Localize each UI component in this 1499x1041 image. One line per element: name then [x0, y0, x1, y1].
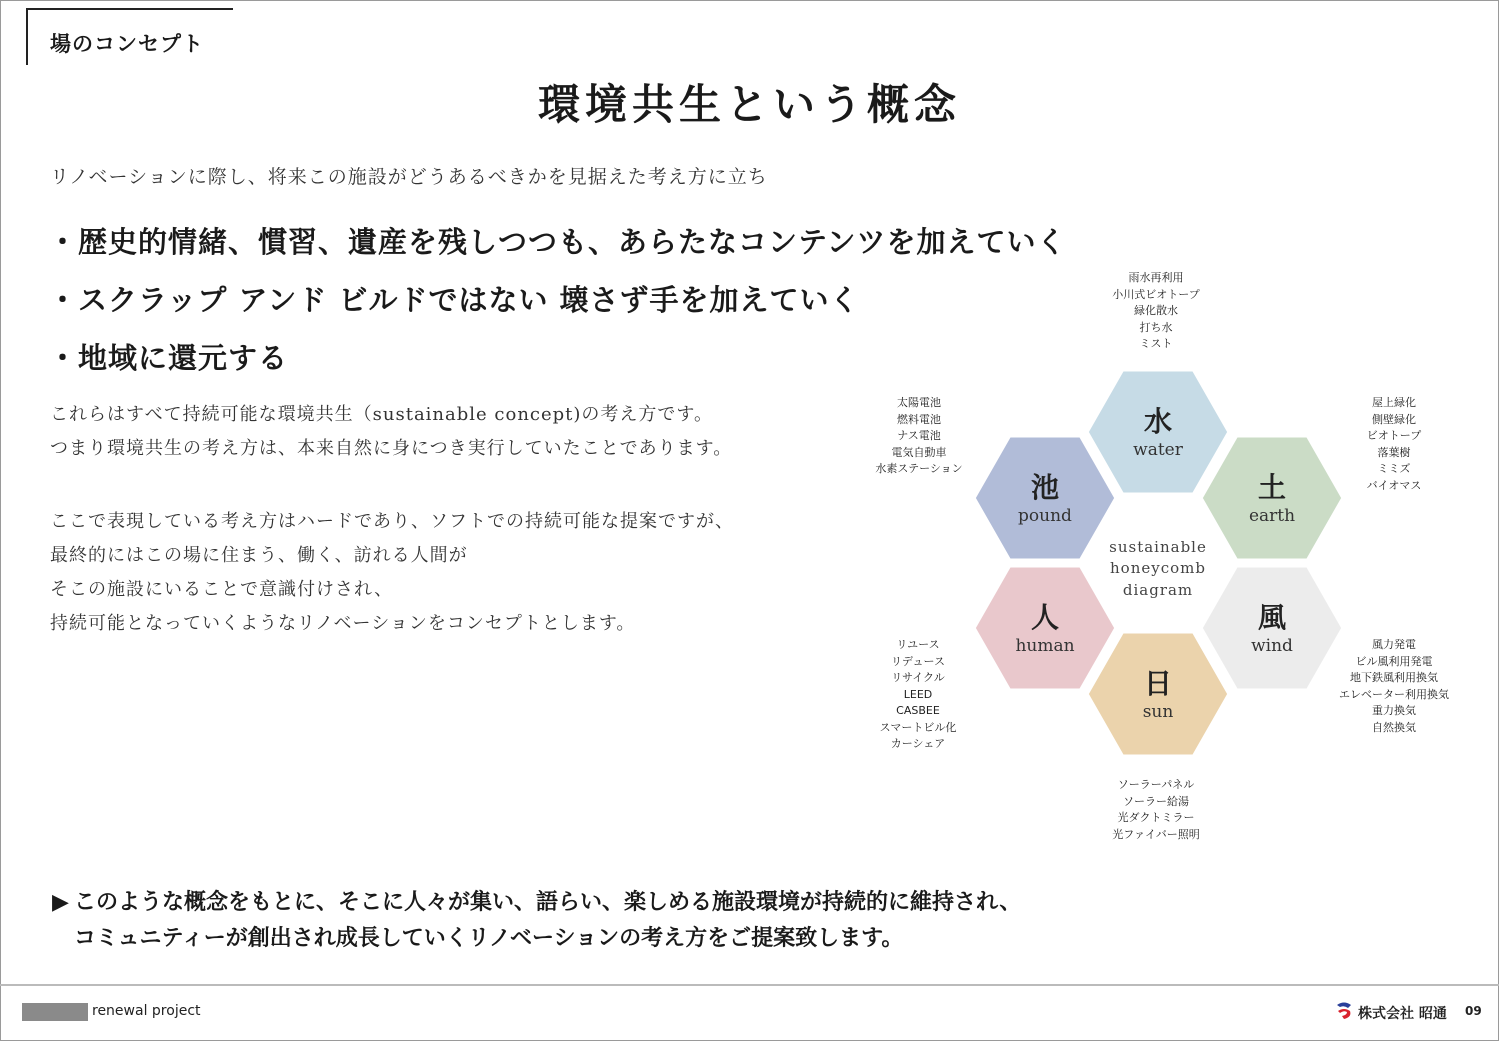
body-line: そこの施設にいることで意識付けされ、 — [50, 579, 394, 600]
note-item: ビル風利用発電 — [1355, 654, 1433, 668]
body-paragraph-2 — [50, 505, 734, 641]
conclusion — [52, 885, 1021, 957]
hex-kanji: 池 — [1030, 471, 1060, 504]
note-item: 雨水再利用 — [1128, 271, 1184, 284]
note-item: エレベーター利用換気 — [1339, 687, 1449, 701]
note-item: スマートビル化 — [879, 720, 957, 734]
hex-kanji: 日 — [1143, 667, 1173, 700]
note-item: リユース — [896, 638, 940, 651]
hex-english: sun — [1142, 702, 1174, 722]
hex-human — [973, 565, 1117, 691]
page-number: 09 — [1465, 1004, 1482, 1018]
hex-english: water — [1133, 440, 1183, 460]
note-item: 落葉樹 — [1377, 445, 1411, 459]
notes-human — [868, 637, 968, 753]
body-line: 持続可能となっていくようなリノベーションをコンセプトとします。 — [50, 613, 636, 634]
note-item: 緑化散水 — [1134, 304, 1178, 317]
footer-company-name: 株式会社 昭通 — [1358, 1006, 1447, 1022]
notes-pound — [864, 395, 974, 478]
center-label-line: sustainable — [1109, 538, 1207, 556]
intro-text: リノベーションに際し、将来この施設がどうあるべきかを見据えた考え方に立ち — [50, 166, 768, 188]
note-item: 電気自動車 — [891, 445, 947, 459]
note-item: LEED — [903, 687, 933, 701]
hex-earth — [1200, 435, 1344, 561]
note-item: バイオマス — [1366, 478, 1422, 492]
note-item: 光ダクトミラー — [1117, 811, 1195, 824]
hex-english: earth — [1248, 506, 1296, 526]
notes-water — [1096, 270, 1216, 353]
note-item: ナス電池 — [897, 429, 941, 442]
note-item: リデュース — [891, 654, 945, 668]
note-item: 自然換気 — [1372, 720, 1416, 734]
center-label — [1109, 538, 1207, 599]
note-item: 太陽電池 — [897, 396, 941, 409]
key-point: ・歴史的情緒、慣習、遺産を残しつつも、あらたなコンテンツを加えていく — [48, 225, 1067, 259]
conclusion-line: このような概念をもとに、そこに人々が集い、語らい、楽しめる施設環境が持続的に維持され、 — [74, 890, 1022, 915]
redacted-block — [22, 1003, 88, 1021]
center-label-line: honeycomb — [1110, 559, 1206, 577]
hex-kanji: 土 — [1257, 471, 1287, 504]
note-item: 打ち水 — [1139, 320, 1173, 334]
body-line: つまり環境共生の考え方は、本来自然に身につき実行していたことであります。 — [50, 438, 733, 459]
note-item: 小川式ビオトープ — [1112, 287, 1200, 301]
hex-kanji: 風 — [1257, 601, 1287, 634]
footer-divider — [0, 984, 1499, 986]
note-item: ミミズ — [1377, 462, 1411, 475]
hex-wind — [1200, 565, 1344, 691]
key-point: ・スクラップ アンド ビルドではない 壊さず手を加えていく — [48, 283, 860, 317]
body-line: これらはすべて持続可能な環境共生（sustainable concept)の考え方です。 — [50, 404, 713, 425]
note-item: 側壁緑化 — [1372, 412, 1416, 426]
note-item: 屋上緑化 — [1372, 396, 1416, 409]
note-item: ミスト — [1139, 337, 1173, 350]
hex-english: wind — [1251, 636, 1293, 656]
conclusion-line: コミュニティーが創出され成長していくリノベーションの考え方をご提案致します。 — [74, 926, 904, 951]
hex-kanji: 水 — [1143, 405, 1173, 438]
note-item: リサイクル — [891, 671, 945, 684]
note-item: 水素ステーション — [875, 462, 963, 475]
key-point: ・地域に還元する — [48, 341, 289, 375]
note-item: 重力換気 — [1372, 704, 1416, 717]
hex-water — [1086, 369, 1230, 495]
hex-kanji: 人 — [1030, 601, 1060, 634]
section-label: 場のコンセプト — [50, 32, 204, 56]
note-item: 地下鉄風利用換気 — [1350, 671, 1438, 684]
company-logo-icon — [1334, 1001, 1354, 1021]
body-paragraph-1 — [50, 398, 732, 466]
body-line: 最終的にはこの場に住まう、働く、訪れる人間が — [50, 545, 468, 566]
page-title: 環境共生という概念 — [537, 80, 961, 129]
notes-wind — [1334, 637, 1454, 736]
hex-sun — [1086, 631, 1230, 757]
body-line: ここで表現している考え方はハードであり、ソフトでの持続可能な提案ですが、 — [50, 511, 734, 532]
note-item: カーシェア — [890, 737, 946, 750]
note-item: CASBEE — [896, 704, 940, 717]
hex-english: human — [1015, 636, 1075, 656]
note-item: 燃料電池 — [897, 412, 941, 426]
note-item: ソーラー給湯 — [1123, 794, 1189, 808]
note-item: ソーラーパネル — [1117, 778, 1195, 791]
triangle-arrow-icon: ▶ — [52, 890, 69, 915]
note-item: 光ファイバー照明 — [1112, 827, 1200, 841]
note-item: 風力発電 — [1372, 638, 1416, 651]
notes-sun — [1096, 777, 1216, 843]
notes-earth — [1344, 395, 1444, 494]
section-tab — [26, 8, 233, 65]
hex-english: pound — [1018, 506, 1072, 526]
footer-project-name: renewal project — [92, 1003, 201, 1019]
note-item: ビオトープ — [1366, 429, 1422, 442]
center-label-line: diagram — [1122, 581, 1194, 599]
